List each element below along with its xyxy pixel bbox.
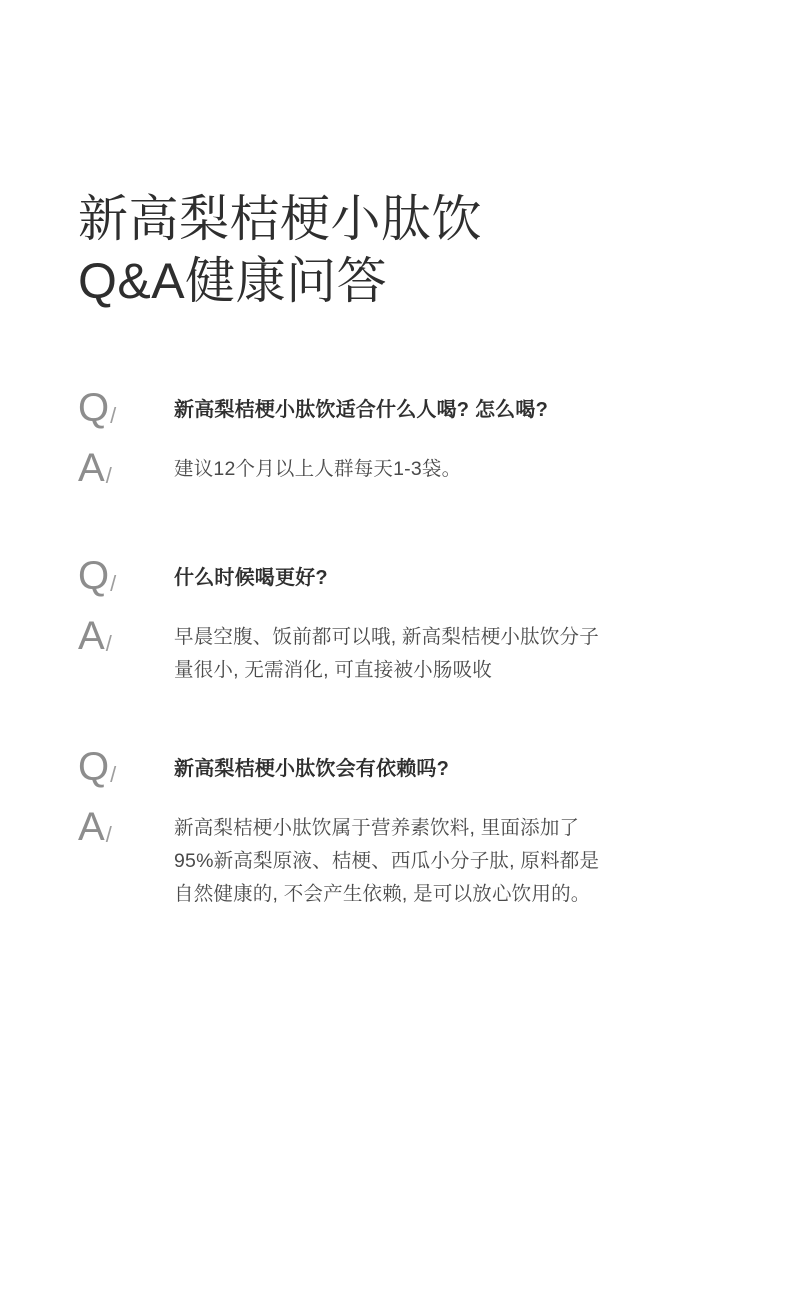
answer-marker-letter: A — [78, 805, 105, 849]
qa-question-row — [78, 554, 712, 604]
question-marker-letter: Q — [78, 386, 110, 430]
question-text: 什么时候喝更好? — [174, 567, 328, 589]
qa-item — [78, 554, 712, 687]
answer-line: 建议12个月以上人群每天1-3袋。 — [174, 458, 462, 480]
answer-marker — [78, 805, 174, 855]
answer-marker-letter: A — [78, 446, 105, 490]
answer-text — [174, 614, 712, 687]
answer-marker-letter: A — [78, 614, 105, 658]
qa-answer-row — [78, 805, 712, 911]
qa-item — [78, 745, 712, 911]
qa-answer-row — [78, 446, 712, 496]
question-marker-slash: / — [110, 403, 117, 428]
answer-line: 自然健康的, 不会产生依赖, 是可以放心饮用的。 — [174, 883, 591, 905]
answer-line: 95%新高梨原液、桔梗、西瓜小分子肽, 原料都是 — [174, 850, 600, 872]
answer-text — [174, 446, 712, 486]
answer-line: 量很小, 无需消化, 可直接被小肠吸收 — [174, 659, 492, 681]
question-marker — [78, 745, 174, 795]
answer-line: 早晨空腹、饭前都可以哦, 新高梨桔梗小肽饮分子 — [174, 626, 599, 648]
page-title-line-2: Q&A健康问答 — [78, 253, 388, 309]
question-marker-letter: Q — [78, 745, 110, 789]
page-title — [78, 0, 712, 312]
question-marker — [78, 386, 174, 436]
answer-marker — [78, 446, 174, 496]
question-marker — [78, 554, 174, 604]
qa-question-row — [78, 386, 712, 436]
answer-marker-slash: / — [105, 463, 112, 488]
question-marker-slash: / — [110, 762, 117, 787]
qa-answer-row — [78, 614, 712, 687]
answer-line: 新高梨桔梗小肽饮属于营养素饮料, 里面添加了 — [174, 817, 580, 839]
question-text: 新高梨桔梗小肽饮会有依赖吗? — [174, 758, 450, 780]
answer-marker-slash: / — [105, 631, 112, 656]
page-title-line-1: 新高梨桔梗小肽饮 — [78, 191, 482, 247]
qa-list — [78, 386, 712, 911]
answer-text — [174, 805, 712, 911]
answer-marker — [78, 614, 174, 664]
answer-marker-slash: / — [105, 822, 112, 847]
question-marker-letter: Q — [78, 554, 110, 598]
qa-question-row — [78, 745, 712, 795]
qa-item — [78, 386, 712, 496]
question-text: 新高梨桔梗小肽饮适合什么人喝? 怎么喝? — [174, 399, 548, 421]
question-marker-slash: / — [110, 571, 117, 596]
